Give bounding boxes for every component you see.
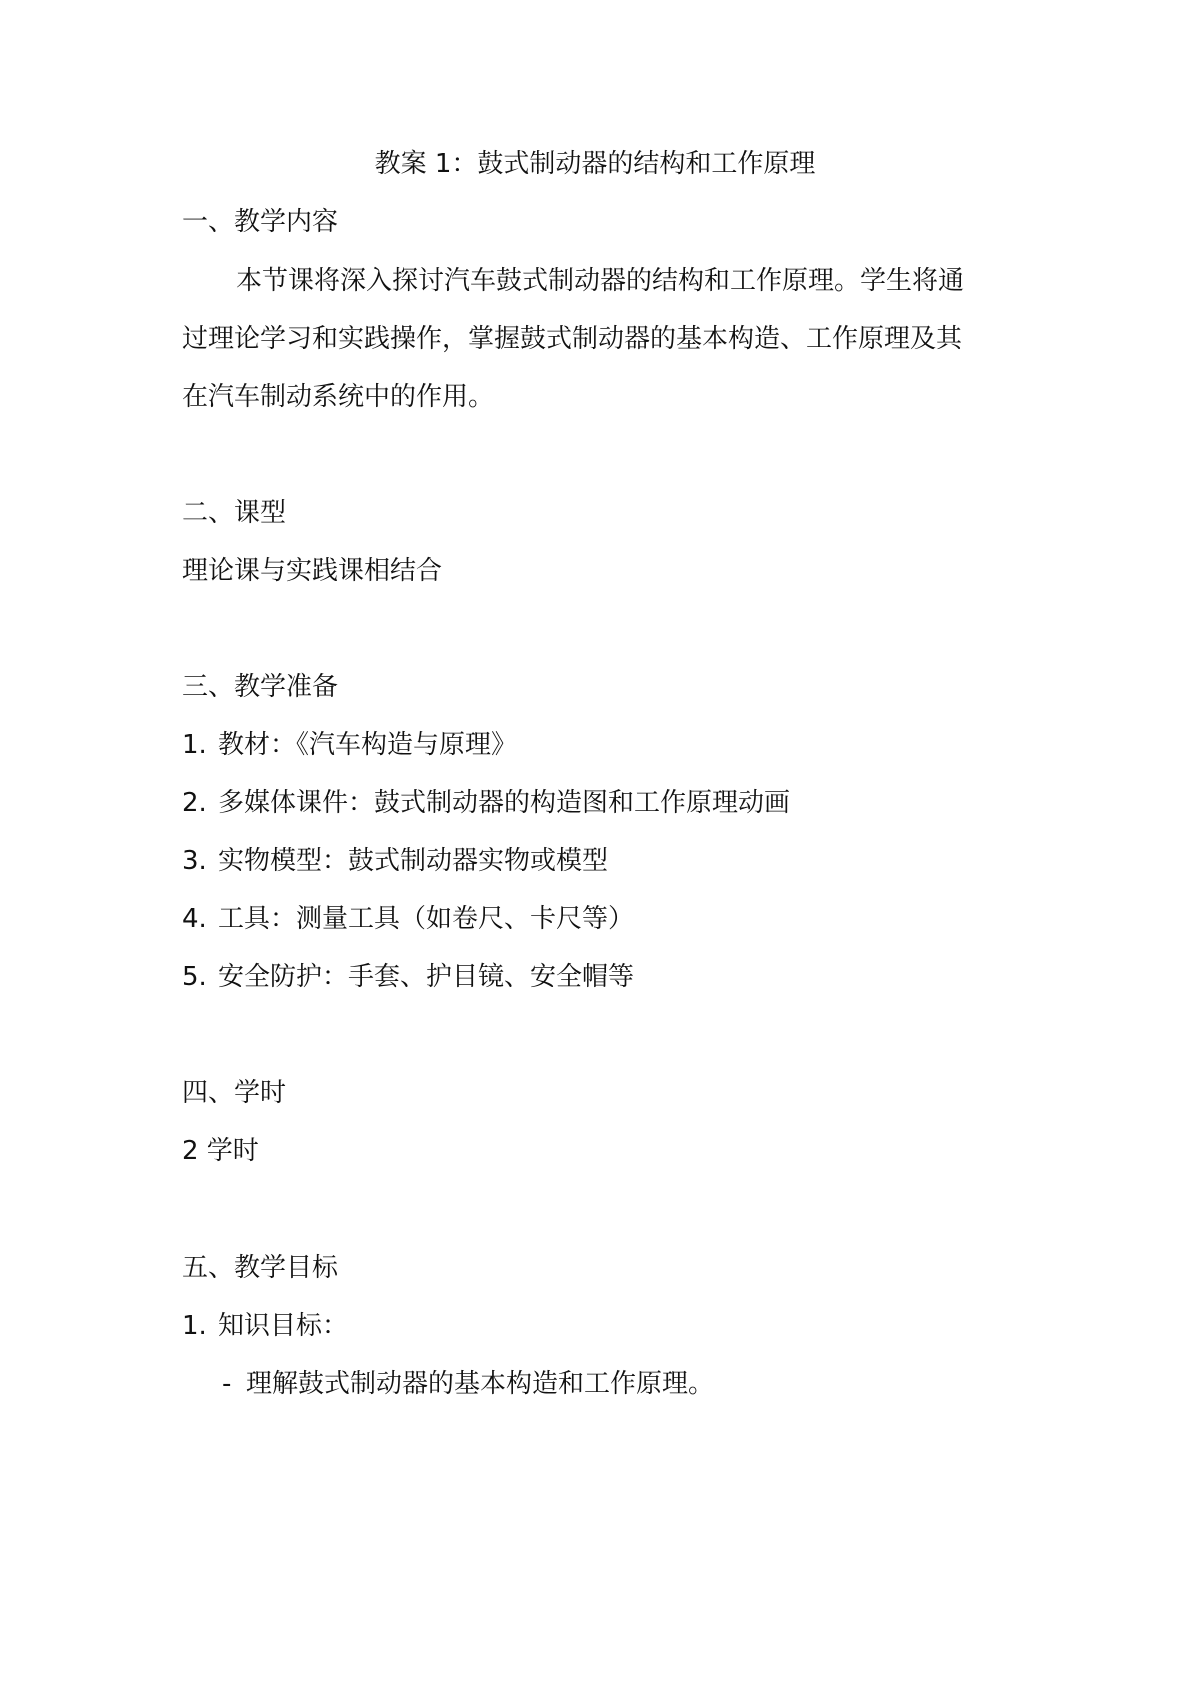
list-item-text: 多媒体课件：鼓式制动器的构造图和工作原理动画	[218, 788, 791, 818]
list-number: 5.	[182, 962, 207, 992]
section-heading-preparation: 三、教学准备	[182, 672, 339, 702]
list-item	[182, 727, 517, 763]
list-item-text: 知识目标：	[218, 1311, 349, 1341]
sub-list-dash: -	[222, 1369, 232, 1399]
list-number: 2.	[182, 788, 207, 818]
list-item-text: 安全防护：手套、护目镜、安全帽等	[218, 962, 635, 992]
list-item	[182, 843, 608, 879]
page-title: 教案 1：鼓式制动器的结构和工作原理	[374, 149, 816, 179]
list-number: 4.	[182, 904, 207, 934]
list-item	[182, 1308, 348, 1344]
list-item-text: 实物模型：鼓式制动器实物或模型	[218, 846, 609, 876]
paragraph-line: 本节课将深入探讨汽车鼓式制动器的结构和工作原理。学生将通	[236, 266, 965, 296]
section-heading-lesson-type: 二、课型	[182, 498, 287, 528]
sub-list-item	[222, 1366, 714, 1402]
section-heading-class-hours: 四、学时	[182, 1078, 287, 1108]
list-item	[182, 785, 790, 821]
section-heading-objectives: 五、教学目标	[182, 1253, 339, 1283]
sub-list-item-text: 理解鼓式制动器的基本构造和工作原理。	[246, 1369, 715, 1399]
section-heading-teaching-content: 一、教学内容	[182, 207, 339, 237]
paragraph-line: 过理论学习和实践操作，掌握鼓式制动器的基本构造、工作原理及其	[182, 324, 963, 354]
list-number: 1.	[182, 730, 207, 760]
list-item	[182, 959, 634, 995]
list-number: 1.	[182, 1311, 207, 1341]
paragraph-line: 在汽车制动系统中的作用。	[182, 382, 495, 412]
list-number: 3.	[182, 846, 207, 876]
lesson-type-text: 理论课与实践课相结合	[182, 556, 443, 586]
list-item-text: 工具：测量工具（如卷尺、卡尺等）	[218, 904, 635, 934]
class-hours-text: 2 学时	[182, 1136, 259, 1166]
list-item-text: 教材：《汽车构造与原理》	[218, 730, 518, 760]
list-item	[182, 901, 634, 937]
